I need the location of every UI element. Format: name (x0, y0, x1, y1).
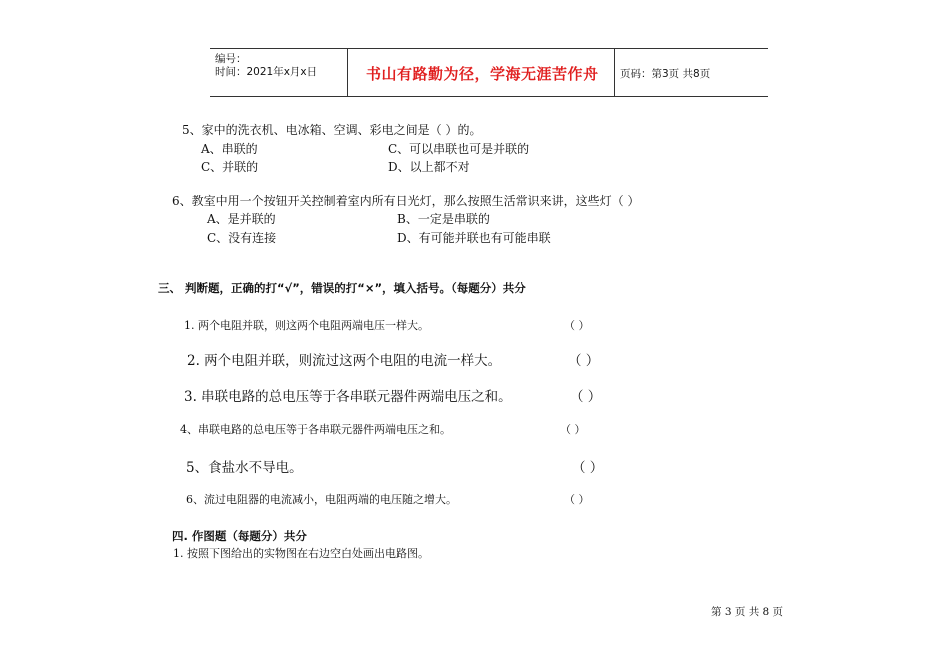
s3-item-1: 1. 两个电阻并联，则这两个电阻两端电压一样大。 (184, 319, 429, 332)
s3-item-6-paren: （ ） (564, 493, 590, 506)
header-divider-right (614, 49, 615, 96)
s3-item-4: 4、串联电路的总电压等于各串联元器件两端电压之和。 (180, 423, 451, 436)
s3-item-5-paren: （ ） (572, 460, 604, 476)
s3-item-1-paren: （ ） (564, 319, 590, 332)
q5-stem: 5、家中的洗衣机、电冰箱、空调、彩电之间是（ ）的。 (182, 123, 482, 137)
header-bottom-rule (210, 96, 768, 97)
s3-item-5: 5、食盐水不导电。 (186, 460, 303, 476)
serial-label: 编号： (215, 53, 247, 65)
section4-title: 四. 作图题（每题分）共分 (172, 529, 307, 543)
section3-title: 三、 判断题，正确的打“√”，错误的打“×”，填入括号。（每题分）共分 (158, 281, 526, 295)
s3-item-6: 6、流过电阻器的电流减小，电阻两端的电压随之增大。 (186, 493, 457, 506)
q5-option-d: D、以上都不对 (388, 160, 470, 174)
s4-item-1: 1. 按照下图给出的实物图在右边空白处画出电路图。 (173, 547, 429, 560)
q6-option-b: B、一定是串联的 (397, 212, 490, 226)
page-code: 页码：第3页 共8页 (620, 68, 711, 80)
header-top-rule (210, 48, 768, 49)
time-label: 时间：2021年x月x日 (215, 66, 318, 78)
s3-item-2-paren: （ ） (568, 353, 600, 369)
q6-stem: 6、教室中用一个按钮开关控制着室内所有日光灯，那么按照生活常识来讲，这些灯（ ） (172, 194, 640, 208)
header-divider-left (347, 49, 348, 96)
motto-text: 书山有路勤为径，学海无涯苦作舟 (366, 65, 599, 83)
s3-item-4-paren: （ ） (560, 423, 586, 436)
q6-option-c: C、没有连接 (207, 231, 277, 245)
footer-page-number: 第 3 页 共 8 页 (711, 606, 784, 618)
q5-option-c1: C、可以串联也可是并联的 (388, 142, 530, 156)
q5-option-a: A、串联的 (201, 142, 258, 156)
s3-item-3: 3. 串联电路的总电压等于各串联元器件两端电压之和。 (184, 389, 512, 405)
s3-item-3-paren: （ ） (570, 389, 602, 405)
q6-option-d: D、有可能并联也有可能串联 (397, 231, 551, 245)
s3-item-2: 2. 两个电阻并联，则流过这两个电阻的电流一样大。 (187, 353, 502, 369)
q5-option-c2: C、并联的 (201, 160, 259, 174)
q6-option-a: A、是并联的 (207, 212, 276, 226)
